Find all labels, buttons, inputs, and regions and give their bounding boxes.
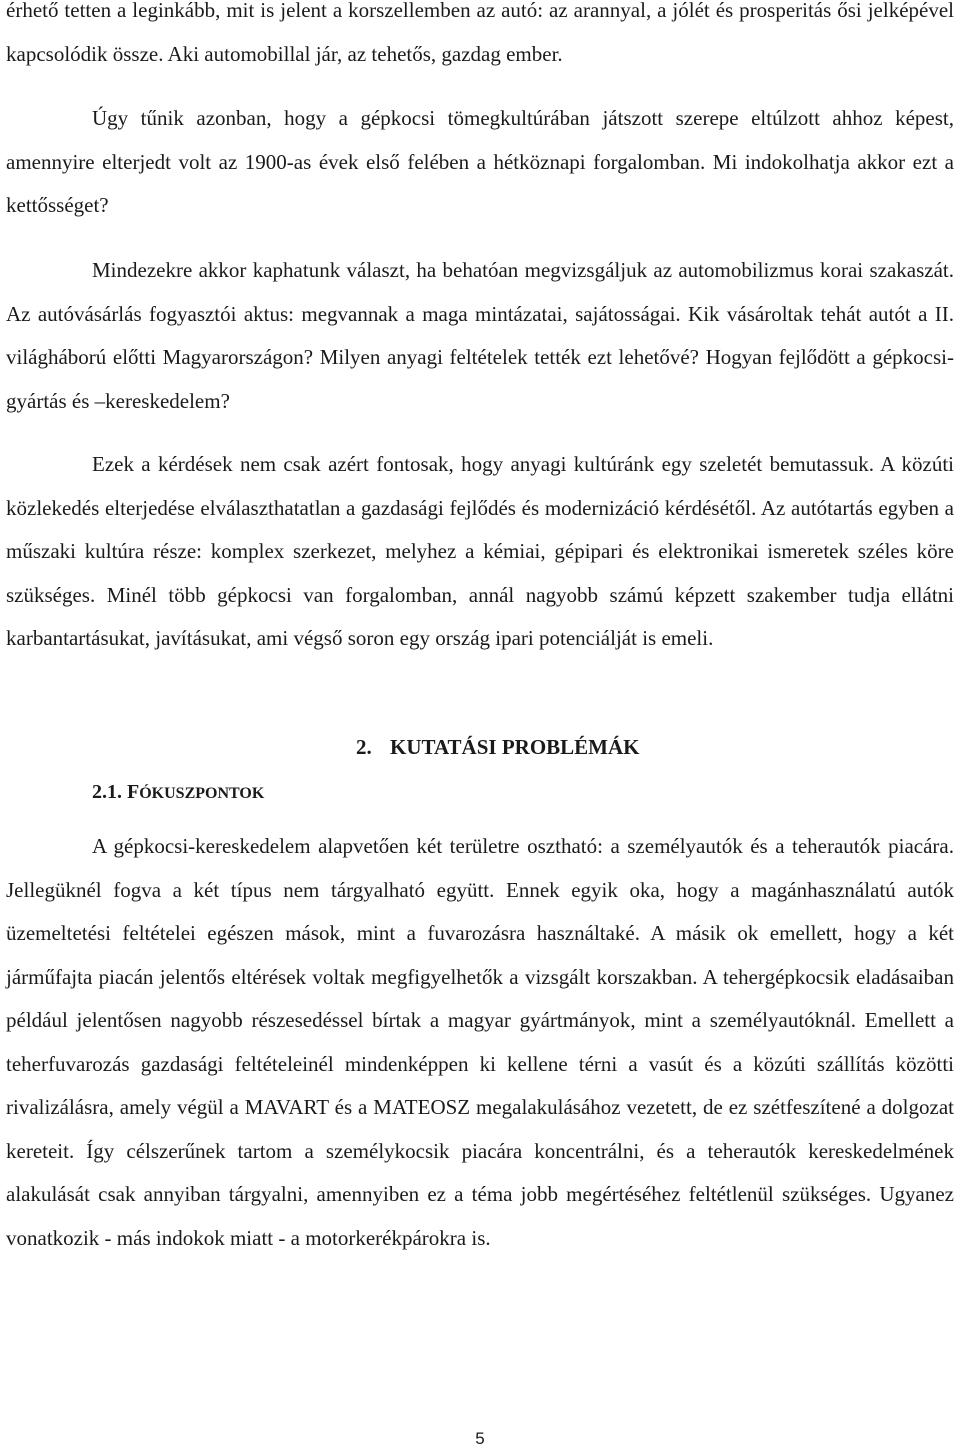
subsection-heading-initial: F	[127, 781, 140, 803]
page-number: 5	[475, 1429, 485, 1448]
paragraph-5: A gépkocsi-kereskedelem alapvetően két területre osztható: a személyautók és a teherautók piacára. Jellegüknél fogva a két típus nem tárgyalható együtt. Ennek egyik oka, hogy a magánhasználatú autók üzemeltetési feltételei egészen mások, mint a fuvarozásra használtaké. A másik ok emellett, hogy a két járműfajta piacán jelentős eltérések voltak megfigyelhetők a vizsgált korszakban. A tehergépkocsik eladásaiban például jelentősen nagyobb részesedéssel bírtak a magyar gyártmányok, mint a személyautóknál. Emellett a teherfuvarozás gazdasági feltételeinél mindenképpen ki kellene térni a vasút és a közúti szállítás közötti rivalizálásra, amely végül a MAVART és a MATEOSZ megalakulásához vezetett, de ez szétfeszítené a dolgozat kereteit. Így célszerűnek tartom a személykocsik piacára koncentrálni, és a teherautók kereskedelmének alakulását csak annyiban tárgyalni, amennyiben ez a téma jobb megértéséhez feltétlenül szükséges. Ugyanez vonatkozik - más indokok miatt - a motorkerékpárokra is.	[6, 834, 954, 1250]
paragraph-2: Úgy tűnik azonban, hogy a gépkocsi tömegkultúrában játszott szerepe eltúlzott ahhoz képest, amennyire elterjedt volt az 1900-as évek első felében a hétköznapi forgalomban. Mi indokolhatja akkor ezt a kettősséget?	[6, 106, 954, 217]
paragraph-3: Mindezekre akkor kaphatunk választ, ha behatóan megvizsgáljuk az automobilizmus korai szakaszát. Az autóvásárlás fogyasztói aktus: megvannak a maga mintázatai, sajátosságai. Kik vásároltak tehát autót a II. világháború előtti Magyarországon? Milyen anyagi feltételek tették ezt lehetővé? Hogyan fejlődött a gépkocsi-gyártás és –kereskedelem?	[6, 258, 954, 413]
section-heading-title: KUTATÁSI PROBLÉMÁK	[390, 735, 640, 759]
subsection-heading-number: 2.1.	[92, 781, 122, 803]
paragraph-4: Ezek a kérdések nem csak azért fontosak, hogy anyagi kultúránk egy szeletét bemutassuk. A közúti közlekedés elterjedése elválaszthatatlan a gazdasági fejlődés és modernizáció kérdésétől. Az autótartás egyben a műszaki kultúra része: komplex szerkezet, melyhez a kémiai, gépipari és elektronikai ismeretek széles köre szükséges. Minél több gépkocsi van forgalomban, annál nagyobb számú képzett szakember tudja ellátni karbantartásukat, javításukat, ami végső soron egy ország ipari potenciálját is emeli.	[6, 452, 954, 650]
section-heading	[356, 731, 640, 763]
subsection-heading	[92, 776, 264, 810]
section-heading-number: 2.	[356, 735, 372, 759]
paragraph-1: érhető tetten a leginkább, mit is jelent a korszellemben az autó: az arannyal, a jólét és prosperitás ősi jelképével kapcsolódik össze. Aki automobillal jár, az tehetős, gazdag ember.	[6, 0, 954, 66]
subsection-heading-rest: ÓKUSZPONTOK	[139, 785, 265, 802]
